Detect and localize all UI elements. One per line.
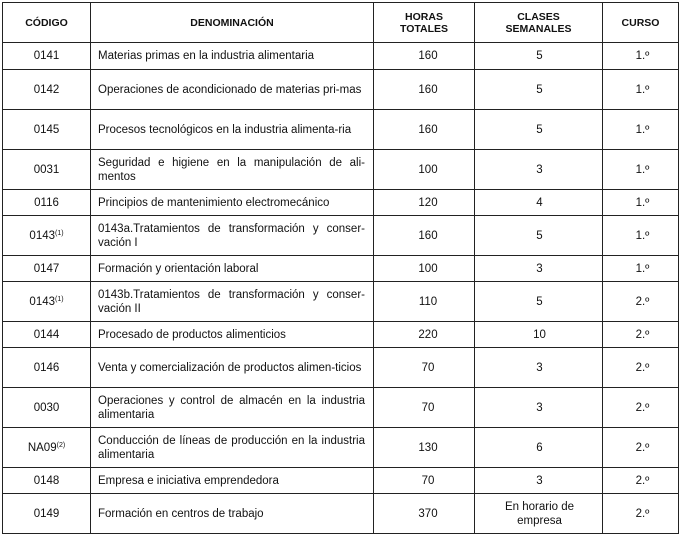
horas-value: 160 <box>418 123 438 136</box>
cell-clases-semanales <box>475 322 603 348</box>
horas-value: 370 <box>418 507 438 520</box>
curso-value: 1.º <box>635 83 650 96</box>
header-clases-semanales: CLASES SEMANALES <box>475 3 603 43</box>
codigo-value: 0116 <box>34 196 59 209</box>
cell-codigo <box>3 110 91 150</box>
cell-horas-totales <box>374 110 475 150</box>
codigo-value: 0031 <box>33 163 60 176</box>
clases-value: 3 <box>536 361 543 374</box>
cell-denominacion: Procesos tecnológicos en la industria alimenta-ria <box>91 110 374 150</box>
cell-clases-semanales <box>475 282 603 322</box>
cell-denominacion: Materias primas en la industria alimentaria <box>91 43 374 70</box>
cell-horas-totales <box>374 43 475 70</box>
cell-curso <box>603 110 679 150</box>
clases-value: 3 <box>536 163 543 176</box>
table-row <box>3 43 679 70</box>
cell-denominacion: Principios de mantenimiento electromecánico <box>91 190 374 216</box>
cell-horas-totales <box>374 150 475 190</box>
cell-codigo <box>3 150 91 190</box>
cell-clases-semanales <box>475 190 603 216</box>
cell-curso <box>603 43 679 70</box>
cell-denominacion: Operaciones de acondicionado de materias pri-mas <box>91 70 374 110</box>
footnote-marker: (1) <box>55 229 64 237</box>
cell-horas-totales <box>374 256 475 282</box>
cell-curso <box>603 388 679 428</box>
table-row <box>3 150 679 190</box>
codigo-value: 0144 <box>33 328 60 341</box>
table-row <box>3 110 679 150</box>
clases-value: 4 <box>536 196 543 209</box>
clases-value: 10 <box>533 328 546 341</box>
cell-codigo <box>3 348 91 388</box>
curso-value: 2.º <box>635 295 650 308</box>
cell-curso <box>603 322 679 348</box>
clases-value: 3 <box>536 474 543 487</box>
footnote-marker: (1) <box>55 295 64 303</box>
horas-value: 160 <box>418 83 438 96</box>
cell-codigo <box>3 388 91 428</box>
horas-value: 100 <box>418 163 438 176</box>
cell-codigo <box>3 494 91 534</box>
horas-value: 70 <box>421 361 435 374</box>
codigo-value: 0149 <box>33 507 60 520</box>
cell-clases-semanales <box>475 150 603 190</box>
table-row <box>3 190 679 216</box>
cell-horas-totales <box>374 468 475 494</box>
cell-denominacion: 0143b.Tratamientos de transformación y conser-vación II <box>91 282 374 322</box>
clases-value: 3 <box>536 401 543 414</box>
footnote-marker: (2) <box>56 441 66 449</box>
curso-value: 1.º <box>635 50 650 62</box>
cell-curso <box>603 468 679 494</box>
cell-clases-semanales <box>475 110 603 150</box>
cell-codigo <box>3 190 91 216</box>
horas-value: 70 <box>421 401 435 414</box>
cell-denominacion: Formación en centros de trabajo <box>91 494 374 534</box>
cell-codigo <box>3 70 91 110</box>
clases-value: 5 <box>536 83 543 96</box>
codigo-value: 0143 <box>29 229 56 242</box>
horas-value: 120 <box>418 196 438 209</box>
horas-value: 110 <box>418 295 438 308</box>
table-row <box>3 216 679 256</box>
cell-clases-semanales <box>475 70 603 110</box>
table-row <box>3 388 679 428</box>
cell-denominacion: Seguridad e higiene en la manipulación de ali-mentos <box>91 150 374 190</box>
curso-value: 1.º <box>635 262 650 275</box>
header-row <box>3 3 679 43</box>
cell-curso <box>603 190 679 216</box>
clases-value: 5 <box>536 50 543 62</box>
cell-curso <box>603 256 679 282</box>
table-row <box>3 494 679 534</box>
codigo-value: 0143 <box>29 295 56 308</box>
codigo-value: 0142 <box>33 83 60 96</box>
horas-value: 160 <box>418 229 438 242</box>
cell-horas-totales <box>374 348 475 388</box>
cell-codigo <box>3 428 91 468</box>
cell-clases-semanales <box>475 348 603 388</box>
cell-codigo <box>3 43 91 70</box>
table-row <box>3 322 679 348</box>
cell-clases-semanales <box>475 388 603 428</box>
clases-value: En horario de empresa <box>504 500 575 527</box>
cell-clases-semanales <box>475 43 603 70</box>
curso-value: 1.º <box>635 229 650 242</box>
horas-value: 220 <box>418 328 438 341</box>
curso-value: 2.º <box>635 474 650 487</box>
table-row <box>3 282 679 322</box>
cell-denominacion: Formación y orientación laboral <box>91 256 374 282</box>
curso-value: 1.º <box>635 196 650 209</box>
cell-codigo <box>3 322 91 348</box>
header-codigo: CÓDIGO <box>3 3 91 43</box>
horas-value: 130 <box>418 441 438 454</box>
cell-codigo <box>3 282 91 322</box>
curso-value: 2.º <box>635 328 650 341</box>
modules-table <box>2 2 679 534</box>
cell-denominacion: Empresa e iniciativa emprendedora <box>91 468 374 494</box>
cell-horas-totales <box>374 70 475 110</box>
curso-value: 2.º <box>635 507 650 520</box>
cell-curso <box>603 282 679 322</box>
codigo-value: 0147 <box>33 262 60 275</box>
curso-value: 2.º <box>635 441 650 454</box>
cell-clases-semanales <box>475 216 603 256</box>
cell-denominacion: Conducción de líneas de producción en la industria alimentaria <box>91 428 374 468</box>
cell-clases-semanales <box>475 468 603 494</box>
header-denominacion: DENOMINACIÓN <box>91 3 374 43</box>
cell-codigo <box>3 468 91 494</box>
cell-horas-totales <box>374 322 475 348</box>
cell-curso <box>603 494 679 534</box>
curso-value: 2.º <box>635 361 650 374</box>
header-horas-totales: HORAS TOTALES <box>374 3 475 43</box>
codigo-value: 0141 <box>33 50 60 62</box>
cell-curso <box>603 348 679 388</box>
cell-denominacion: Procesado de productos alimenticios <box>91 322 374 348</box>
cell-denominacion: Operaciones y control de almacén en la industria alimentaria <box>91 388 374 428</box>
table-row <box>3 256 679 282</box>
cell-clases-semanales <box>475 428 603 468</box>
horas-value: 70 <box>421 474 435 487</box>
cell-codigo <box>3 256 91 282</box>
header-curso: CURSO <box>603 3 679 43</box>
cell-horas-totales <box>374 388 475 428</box>
cell-horas-totales <box>374 428 475 468</box>
clases-value: 3 <box>536 262 543 275</box>
cell-clases-semanales <box>475 256 603 282</box>
cell-curso <box>603 428 679 468</box>
table-row <box>3 70 679 110</box>
cell-curso <box>603 216 679 256</box>
horas-value: 160 <box>418 50 438 62</box>
codigo-value: 0148 <box>33 474 60 487</box>
table-row <box>3 468 679 494</box>
cell-curso <box>603 70 679 110</box>
curso-value: 1.º <box>635 163 650 176</box>
clases-value: 5 <box>536 229 543 242</box>
cell-codigo <box>3 216 91 256</box>
cell-horas-totales <box>374 494 475 534</box>
clases-value: 5 <box>536 295 543 308</box>
cell-curso <box>603 150 679 190</box>
codigo-value: 0146 <box>33 361 60 374</box>
codigo-value: 0145 <box>33 123 60 136</box>
curso-value: 2.º <box>635 401 650 414</box>
table-row <box>3 428 679 468</box>
table-row <box>3 348 679 388</box>
cell-denominacion: 0143a.Tratamientos de transformación y conser-vación I <box>91 216 374 256</box>
cell-horas-totales <box>374 282 475 322</box>
curso-value: 1.º <box>635 123 650 136</box>
cell-horas-totales <box>374 216 475 256</box>
cell-horas-totales <box>374 190 475 216</box>
cell-denominacion: Venta y comercialización de productos alimen-ticios <box>91 348 374 388</box>
codigo-value: 0030 <box>33 401 60 414</box>
clases-value: 6 <box>536 441 543 454</box>
cell-clases-semanales <box>475 494 603 534</box>
horas-value: 100 <box>418 262 438 275</box>
codigo-value: NA09 <box>27 441 57 454</box>
clases-value: 5 <box>536 123 543 136</box>
